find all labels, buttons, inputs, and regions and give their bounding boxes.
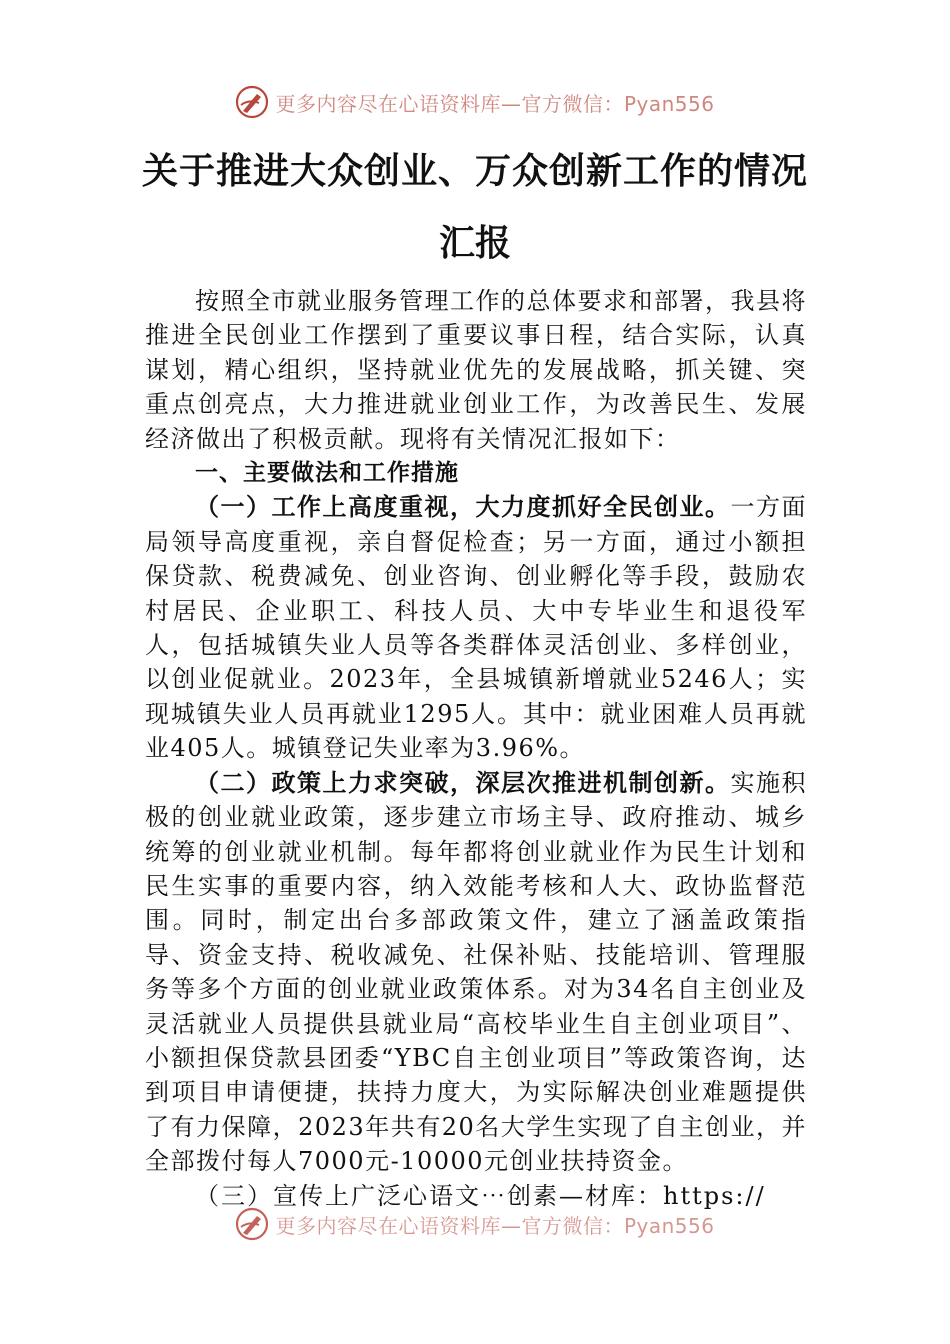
paragraph-2-lead: （二）政策上力求突破，深层次推进机制创新。 <box>195 767 731 797</box>
paragraph-2-body: 实施积极的创业就业政策，逐步建立市场主导、政府推动、城乡统筹的创业就业机制。每年都将创业就业作为民生计划和民生实事的重要内容，纳入效能考核和人大、政协监督范围。同时，制定出台多部政策文件，建立了涵盖政策指导、资金支持、税收减免、社保补贴、技能培训、管理服务等多个方面的创业就业政策体系。对为34名自主创业及灵活就业人员提供县就业局“高校毕业生自主创业项目”、小额担保贷款县团委“YBC自主创业项目”等政策咨询，达到项目申请便捷，扶持力度大，为实际解决创业难题提供了有力保障，2023年共有20名大学生实现了自主创业，并全部拨付每人7000元-10000元创业扶持资金。 <box>145 768 807 1176</box>
paragraph-1 <box>145 490 807 765</box>
quill-logo-icon <box>235 1207 269 1241</box>
intro-paragraph: 按照全市就业服务管理工作的总体要求和部署，我县将推进全民创业工作摆到了重要议事日程，结合实际，认真谋划，精心组织，坚持就业优先的发展战略，抓关键、突重点创亮点，大力推进就业创业工作，为改善民生、发展经济做出了积极贡献。现将有关情况汇报如下： <box>145 287 807 453</box>
watermark-text: 更多内容尽在心语资料库—官方微信：Pyan556 <box>275 91 715 116</box>
document-title-line2: 汇报 <box>438 223 511 264</box>
document-body <box>145 284 807 1213</box>
watermark-footer <box>0 1204 950 1244</box>
section-heading: 一、主要做法和工作措施 <box>195 460 459 487</box>
quill-logo-icon <box>235 85 269 119</box>
paragraph-3-partial: （三）宣传上广泛心语文⋯创素—材库：https:// <box>195 1181 766 1210</box>
paragraph-1-body: 一方面局领导高度重视，亲自督促检查；另一方面，通过小额担保贷款、税费减免、创业咨询、创业孵化等手段，鼓励农村居民、企业职工、科技人员、大中专毕业生和退役军人，包括城镇失业人员等各类群体灵活创业、多样创业，以创业促就业。2023年，全县城镇新增就业5246人；实现城镇失业人员再就业1295人。其中：就业困难人员再就业405人。城镇登记失业率为3.96%。 <box>145 493 807 763</box>
paragraph-2 <box>145 766 807 1179</box>
paragraph-1-lead: （一）工作上高度重视，大力度抓好全民创业。 <box>195 492 731 522</box>
document-title: 关于推进大众创业、万众创新工作的情况 <box>141 151 808 192</box>
watermark-header <box>0 82 950 122</box>
watermark-text: 更多内容尽在心语资料库—官方微信：Pyan556 <box>275 1213 715 1238</box>
